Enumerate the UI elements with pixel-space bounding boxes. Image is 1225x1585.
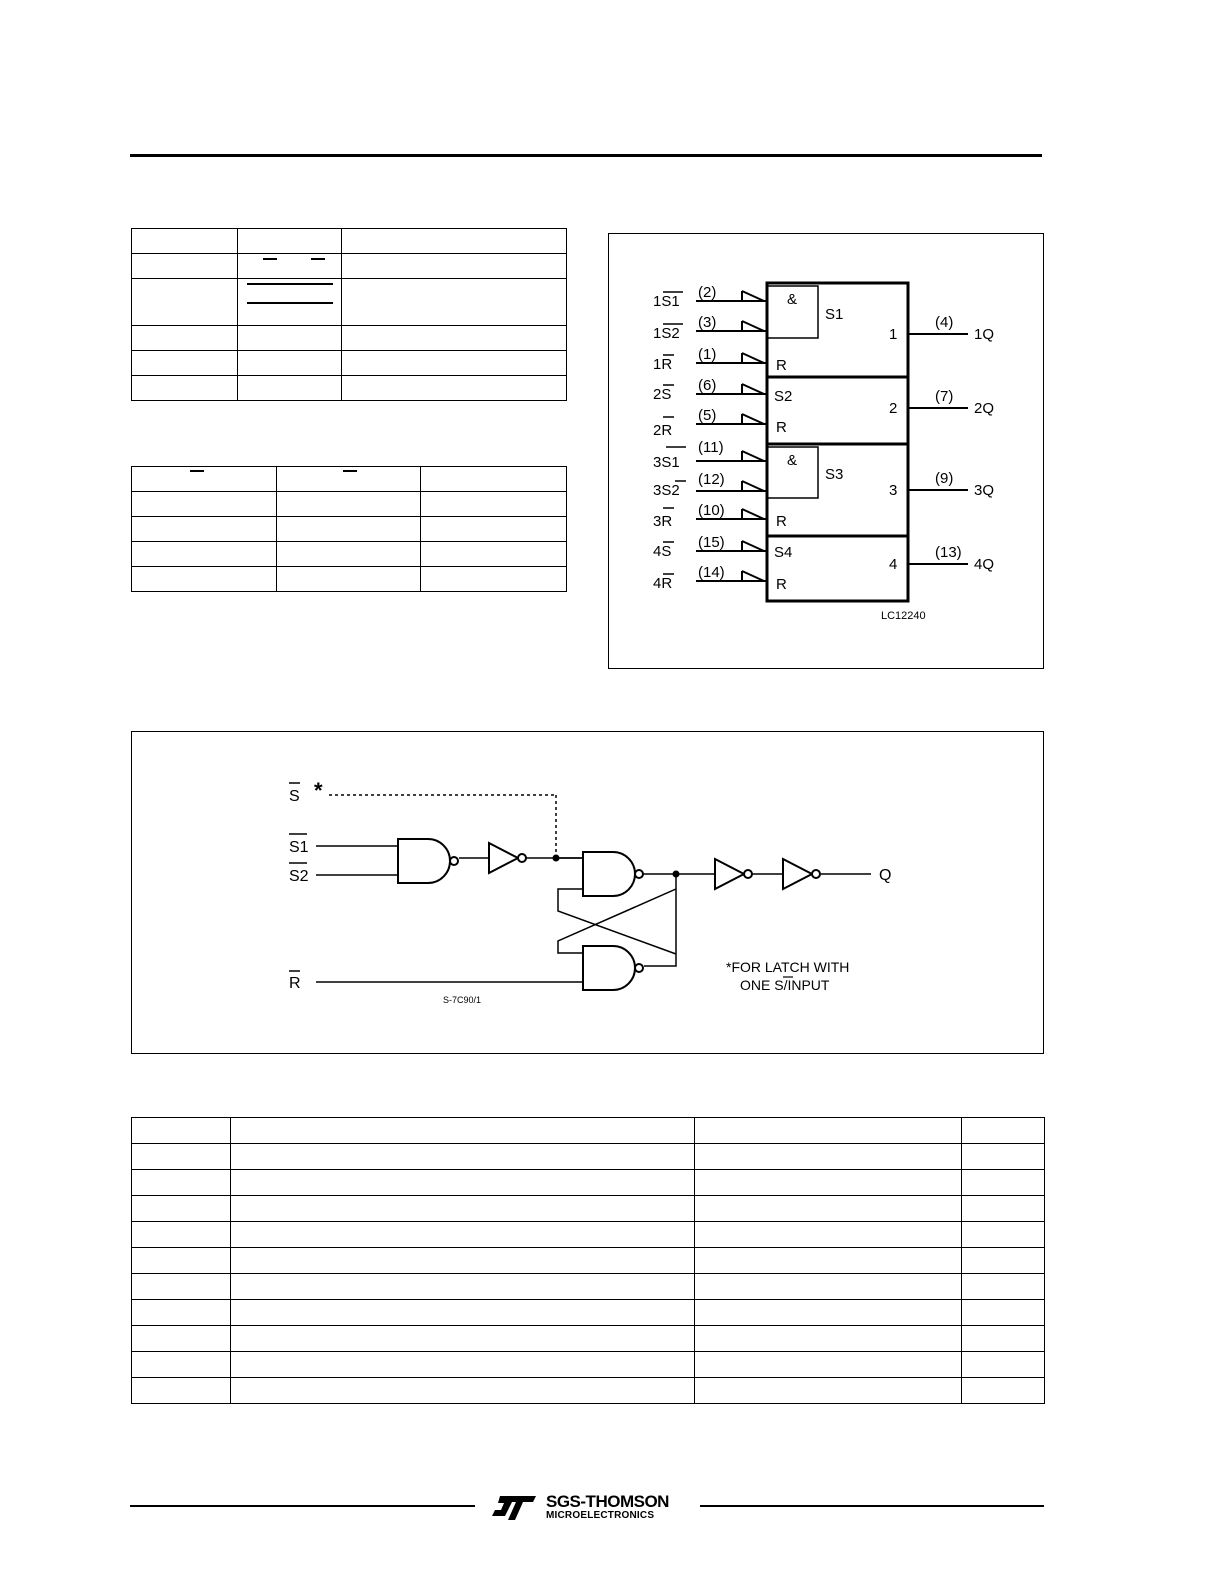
r-input-label: R bbox=[289, 975, 301, 992]
input-label-1s2: 1S2 bbox=[653, 325, 680, 342]
junction-dot bbox=[553, 855, 560, 862]
st-logo-icon bbox=[490, 1494, 538, 1522]
reset-label: R bbox=[776, 357, 787, 374]
table-row bbox=[132, 1222, 1045, 1248]
table-row bbox=[132, 542, 567, 567]
table-row bbox=[132, 1378, 1045, 1404]
table-row bbox=[132, 351, 567, 376]
header-rule bbox=[130, 154, 1042, 157]
overbar-mark bbox=[247, 283, 333, 285]
section-number: 4 bbox=[889, 556, 898, 573]
overbar-mark bbox=[190, 470, 204, 472]
diagram-code: S-7C90/1 bbox=[443, 995, 482, 1005]
table-row bbox=[132, 229, 567, 254]
input-label-1r: 1R bbox=[653, 356, 673, 373]
output-label-4q: 4Q bbox=[974, 556, 995, 573]
table-row bbox=[132, 1196, 1045, 1222]
input-label-4r: 4R bbox=[653, 575, 673, 592]
output-pin: (9) bbox=[935, 470, 954, 487]
truth-table-1 bbox=[131, 228, 567, 401]
table-row bbox=[132, 279, 567, 326]
table-row bbox=[132, 517, 567, 542]
footer-rule-left bbox=[130, 1505, 475, 1507]
section-number: 3 bbox=[889, 482, 898, 499]
pin-number: (11) bbox=[698, 439, 724, 456]
overbar-mark bbox=[311, 258, 325, 260]
input-label-4s: 4S bbox=[653, 543, 672, 560]
brand-name: SGS-THOMSON bbox=[546, 1492, 669, 1511]
table-row bbox=[132, 467, 567, 492]
pin-number: (2) bbox=[698, 284, 717, 301]
overbar-mark bbox=[263, 258, 277, 260]
output-label-3q: 3Q bbox=[974, 482, 995, 499]
nand-gate-input bbox=[398, 839, 458, 883]
footer-rule-right bbox=[700, 1505, 1044, 1507]
s2-input-label: S2 bbox=[289, 868, 309, 885]
pin-number: (3) bbox=[698, 314, 717, 331]
logic-diagram bbox=[131, 731, 1044, 1054]
note-line-2: ONE S/INPUT bbox=[740, 977, 830, 993]
input-label-2r: 2R bbox=[653, 422, 673, 439]
table-row bbox=[132, 1274, 1045, 1300]
inverter-3 bbox=[783, 859, 820, 889]
nand-gate-latch-top bbox=[583, 852, 643, 896]
overbar-mark bbox=[247, 302, 333, 304]
input-label-3s1: 3S1 bbox=[653, 454, 680, 471]
ratings-table bbox=[131, 1117, 1045, 1404]
inverter-2 bbox=[715, 859, 752, 889]
output-pin: (7) bbox=[935, 388, 954, 405]
table-row bbox=[132, 1326, 1045, 1352]
company-logo bbox=[490, 1492, 690, 1526]
reset-label: R bbox=[776, 419, 787, 436]
pin-number: (10) bbox=[698, 502, 725, 519]
reset-label: R bbox=[776, 513, 787, 530]
s1-input-label: S1 bbox=[289, 839, 309, 856]
output-pin: (4) bbox=[935, 314, 954, 331]
inverter-1 bbox=[489, 843, 526, 873]
table-row bbox=[132, 1300, 1045, 1326]
and-qualifier: & bbox=[787, 291, 798, 308]
section-number: 1 bbox=[889, 326, 898, 343]
table-row bbox=[132, 376, 567, 401]
overbar-mark bbox=[343, 470, 357, 472]
input-label-3s2: 3S2 bbox=[653, 482, 680, 499]
section-name-s4: S4 bbox=[774, 544, 793, 561]
section-number: 2 bbox=[889, 400, 898, 417]
section-name-s2: S2 bbox=[774, 388, 793, 405]
pin-number: (14) bbox=[698, 564, 725, 581]
output-label-2q: 2Q bbox=[974, 400, 995, 417]
input-label-3r: 3R bbox=[653, 513, 673, 530]
output-pin: (13) bbox=[935, 544, 962, 561]
logic-symbol-code: LC12240 bbox=[881, 610, 926, 622]
pin-number: (1) bbox=[698, 346, 717, 363]
pin-number: (12) bbox=[698, 471, 725, 488]
pin-number: (5) bbox=[698, 407, 717, 424]
table-row bbox=[132, 492, 567, 517]
reset-label: R bbox=[776, 576, 787, 593]
brand-subtitle: MICROELECTRONICS bbox=[546, 1510, 655, 1521]
table-row bbox=[132, 567, 567, 592]
nand-gate-latch-bottom bbox=[583, 946, 643, 990]
and-qualifier: & bbox=[787, 452, 798, 469]
table-row bbox=[132, 326, 567, 351]
pin-number: (6) bbox=[698, 377, 717, 394]
asterisk-mark: * bbox=[314, 778, 323, 803]
table-row bbox=[132, 254, 567, 279]
s-input-label: S bbox=[289, 788, 300, 805]
table-row bbox=[132, 1118, 1045, 1144]
input-label-2s: 2S bbox=[653, 386, 672, 403]
table-row bbox=[132, 1248, 1045, 1274]
junction-dot bbox=[673, 871, 680, 878]
note-line-1: *FOR LATCH WITH bbox=[726, 959, 850, 975]
table-row bbox=[132, 1170, 1045, 1196]
input-label-1s1: 1S1 bbox=[653, 293, 680, 310]
section-name-s3: S3 bbox=[825, 466, 844, 483]
table-row bbox=[132, 1352, 1045, 1378]
section-name-s1: S1 bbox=[825, 306, 844, 323]
q-output-label: Q bbox=[879, 867, 892, 884]
logic-symbol bbox=[608, 233, 1044, 669]
output-label-1q: 1Q bbox=[974, 326, 995, 343]
truth-table-2 bbox=[131, 466, 567, 592]
table-row bbox=[132, 1144, 1045, 1170]
pin-number: (15) bbox=[698, 534, 725, 551]
